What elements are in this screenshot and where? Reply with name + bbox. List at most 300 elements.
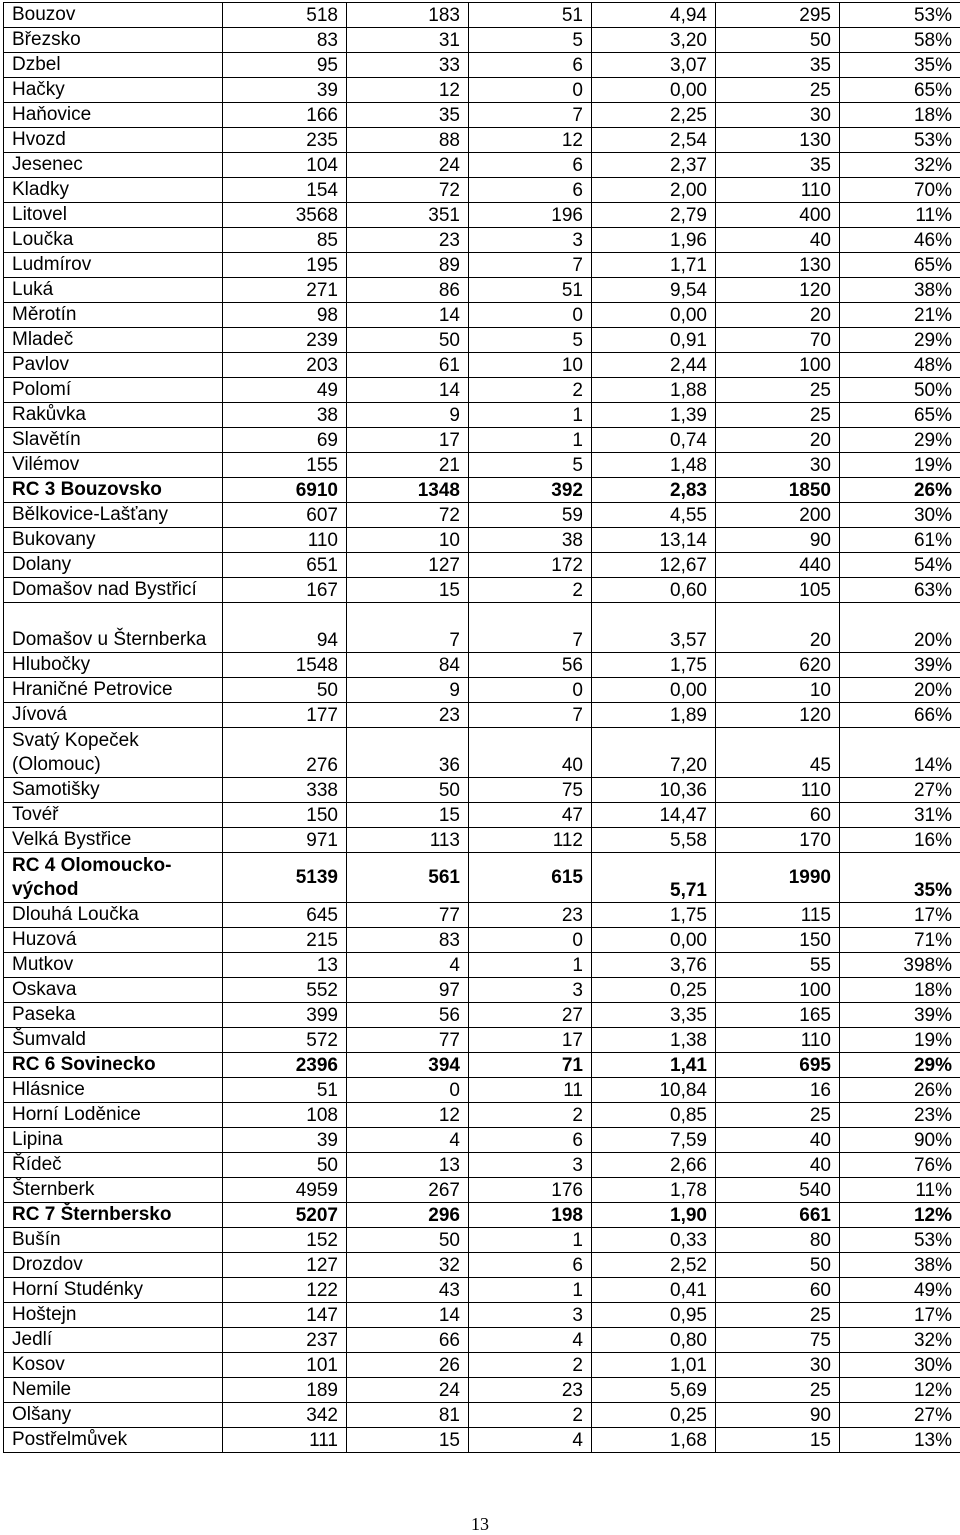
value-cell: 394: [347, 1053, 469, 1078]
value-cell: 166: [223, 103, 347, 128]
value-cell: 150: [716, 928, 840, 953]
value-cell: 58%: [840, 28, 960, 53]
value-cell: 39%: [840, 653, 960, 678]
value-cell: 1: [469, 1278, 592, 1303]
data-table: [3, 2, 960, 1453]
value-cell: 27: [469, 1003, 592, 1028]
table-row: [4, 528, 960, 553]
value-cell: 9: [347, 403, 469, 428]
value-cell: 7: [469, 703, 592, 728]
municipality-cell: Šumvald: [4, 1028, 223, 1053]
value-cell: 23: [469, 903, 592, 928]
table-row: [4, 403, 960, 428]
table-row: [4, 1428, 960, 1453]
value-cell: 237: [223, 1328, 347, 1353]
municipality-cell: Bušín: [4, 1228, 223, 1253]
municipality-cell: Hačky: [4, 78, 223, 103]
value-cell: 59: [469, 503, 592, 528]
value-cell: 17%: [840, 1303, 960, 1328]
value-cell: 81: [347, 1403, 469, 1428]
value-cell: 5207: [223, 1203, 347, 1228]
value-cell: 15: [347, 578, 469, 603]
value-cell: 30: [716, 453, 840, 478]
value-cell: 120: [716, 278, 840, 303]
value-cell: 12%: [840, 1378, 960, 1403]
municipality-cell: Nemile: [4, 1378, 223, 1403]
municipality-cell: Postřelmůvek: [4, 1428, 223, 1453]
value-cell: 10,36: [592, 778, 716, 803]
table-row: [4, 278, 960, 303]
table-row: [4, 78, 960, 103]
value-cell: 1348: [347, 478, 469, 503]
value-cell: 552: [223, 978, 347, 1003]
table-row: [4, 203, 960, 228]
municipality-cell: Velká Bystřice: [4, 828, 223, 853]
value-cell: 65%: [840, 78, 960, 103]
value-cell: 29%: [840, 428, 960, 453]
value-cell: 176: [469, 1178, 592, 1203]
value-cell: 15: [347, 1428, 469, 1453]
value-cell: 48%: [840, 353, 960, 378]
value-cell: 196: [469, 203, 592, 228]
table-row: [4, 1303, 960, 1328]
value-cell: 5: [469, 28, 592, 53]
value-cell: 18%: [840, 978, 960, 1003]
value-cell: 50: [716, 28, 840, 53]
value-cell: 19%: [840, 453, 960, 478]
value-cell: 50: [223, 678, 347, 703]
value-cell: 49%: [840, 1278, 960, 1303]
value-cell: 71%: [840, 928, 960, 953]
value-cell: 75: [469, 778, 592, 803]
value-cell: 2: [469, 1103, 592, 1128]
value-cell: 0: [347, 1078, 469, 1103]
value-cell: 25: [716, 403, 840, 428]
table-row: [4, 928, 960, 953]
value-cell: 276: [223, 728, 347, 778]
value-cell: 115: [716, 903, 840, 928]
value-cell: 20%: [840, 678, 960, 703]
value-cell: 2396: [223, 1053, 347, 1078]
value-cell: 351: [347, 203, 469, 228]
value-cell: 170: [716, 828, 840, 853]
value-cell: 152: [223, 1228, 347, 1253]
table-row: [4, 453, 960, 478]
municipality-cell: Mutkov: [4, 953, 223, 978]
municipality-cell: Horní Studénky: [4, 1278, 223, 1303]
value-cell: 69: [223, 428, 347, 453]
value-cell: 122: [223, 1278, 347, 1303]
value-cell: 7,20: [592, 728, 716, 778]
value-cell: 2: [469, 1403, 592, 1428]
municipality-cell: Drozdov: [4, 1253, 223, 1278]
value-cell: 76%: [840, 1153, 960, 1178]
municipality-cell: Tovéř: [4, 803, 223, 828]
value-cell: 90: [716, 1403, 840, 1428]
value-cell: 3,20: [592, 28, 716, 53]
municipality-cell: Slavětín: [4, 428, 223, 453]
municipality-cell: Hlásnice: [4, 1078, 223, 1103]
value-cell: 26%: [840, 1078, 960, 1103]
value-cell: 50: [347, 778, 469, 803]
value-cell: 607: [223, 503, 347, 528]
value-cell: 1,48: [592, 453, 716, 478]
value-cell: 1: [469, 428, 592, 453]
value-cell: 31: [347, 28, 469, 53]
municipality-cell: Pavlov: [4, 353, 223, 378]
table-row: [4, 153, 960, 178]
value-cell: 23: [347, 228, 469, 253]
municipality-cell: Šternberk: [4, 1178, 223, 1203]
value-cell: 9: [347, 678, 469, 703]
table-row: [4, 328, 960, 353]
value-cell: 5: [469, 328, 592, 353]
page-number: 13: [0, 1514, 960, 1535]
municipality-cell: Hlubočky: [4, 653, 223, 678]
value-cell: 3: [469, 228, 592, 253]
table-row: [4, 253, 960, 278]
value-cell: 40: [716, 228, 840, 253]
value-cell: 12: [347, 1103, 469, 1128]
value-cell: 2,83: [592, 478, 716, 503]
municipality-cell: Haňovice: [4, 103, 223, 128]
value-cell: 23: [469, 1378, 592, 1403]
value-cell: 5139: [223, 853, 347, 903]
value-cell: 0,74: [592, 428, 716, 453]
municipality-cell: Domašov nad Bystřicí: [4, 578, 223, 603]
table-row: [4, 903, 960, 928]
value-cell: 2: [469, 378, 592, 403]
value-cell: 27%: [840, 778, 960, 803]
value-cell: 51: [223, 1078, 347, 1103]
value-cell: 267: [347, 1178, 469, 1203]
value-cell: 112: [469, 828, 592, 853]
value-cell: 14%: [840, 728, 960, 778]
value-cell: 7: [469, 603, 592, 653]
value-cell: 540: [716, 1178, 840, 1203]
value-cell: 38: [469, 528, 592, 553]
municipality-cell: Hvozd: [4, 128, 223, 153]
municipality-cell: Samotišky: [4, 778, 223, 803]
value-cell: 20: [716, 428, 840, 453]
value-cell: 32: [347, 1253, 469, 1278]
value-cell: 39%: [840, 1003, 960, 1028]
table-row: [4, 378, 960, 403]
value-cell: 3: [469, 978, 592, 1003]
value-cell: 53%: [840, 1228, 960, 1253]
table-row: [4, 1178, 960, 1203]
municipality-cell: Jedlí: [4, 1328, 223, 1353]
value-cell: 54%: [840, 553, 960, 578]
value-cell: 0,95: [592, 1303, 716, 1328]
municipality-cell: Lipina: [4, 1128, 223, 1153]
municipality-cell: Kosov: [4, 1353, 223, 1378]
value-cell: 13: [223, 953, 347, 978]
value-cell: 40: [716, 1153, 840, 1178]
value-cell: 21: [347, 453, 469, 478]
value-cell: 90%: [840, 1128, 960, 1153]
value-cell: 88: [347, 128, 469, 153]
municipality-cell: Bělkovice-Lašťany: [4, 503, 223, 528]
value-cell: 5,58: [592, 828, 716, 853]
value-cell: 645: [223, 903, 347, 928]
value-cell: 25: [716, 1103, 840, 1128]
value-cell: 2,54: [592, 128, 716, 153]
value-cell: 518: [223, 3, 347, 28]
value-cell: 101: [223, 1353, 347, 1378]
value-cell: 4: [469, 1428, 592, 1453]
municipality-cell: Luká: [4, 278, 223, 303]
value-cell: 15: [347, 803, 469, 828]
municipality-cell: Dlouhá Loučka: [4, 903, 223, 928]
value-cell: 32%: [840, 1328, 960, 1353]
table-row: [4, 1028, 960, 1053]
value-cell: 6: [469, 178, 592, 203]
table-row: [4, 1328, 960, 1353]
value-cell: 11%: [840, 1178, 960, 1203]
value-cell: 110: [716, 778, 840, 803]
table-row: [4, 3, 960, 28]
value-cell: 7: [347, 603, 469, 653]
value-cell: 25: [716, 1303, 840, 1328]
value-cell: 60: [716, 803, 840, 828]
value-cell: 2,79: [592, 203, 716, 228]
value-cell: 0,33: [592, 1228, 716, 1253]
table-row: [4, 1353, 960, 1378]
value-cell: 7: [469, 253, 592, 278]
value-cell: 56: [469, 653, 592, 678]
table-body: [4, 3, 960, 1453]
table-row: [4, 803, 960, 828]
municipality-cell: Rakůvka: [4, 403, 223, 428]
value-cell: 95: [223, 53, 347, 78]
table-row: [4, 28, 960, 53]
value-cell: 60: [716, 1278, 840, 1303]
table-row: [4, 1103, 960, 1128]
value-cell: 20: [716, 303, 840, 328]
value-cell: 6: [469, 1253, 592, 1278]
value-cell: 35%: [840, 853, 960, 903]
value-cell: 2,66: [592, 1153, 716, 1178]
value-cell: 17: [469, 1028, 592, 1053]
value-cell: 1,96: [592, 228, 716, 253]
value-cell: 4: [347, 953, 469, 978]
value-cell: 53%: [840, 128, 960, 153]
value-cell: 77: [347, 903, 469, 928]
value-cell: 35%: [840, 53, 960, 78]
value-cell: 1,78: [592, 1178, 716, 1203]
value-cell: 400: [716, 203, 840, 228]
value-cell: 203: [223, 353, 347, 378]
value-cell: 3,07: [592, 53, 716, 78]
value-cell: 11: [469, 1078, 592, 1103]
value-cell: 23%: [840, 1103, 960, 1128]
value-cell: 7: [469, 103, 592, 128]
value-cell: 120: [716, 703, 840, 728]
value-cell: 0,00: [592, 303, 716, 328]
value-cell: 13: [347, 1153, 469, 1178]
value-cell: 651: [223, 553, 347, 578]
value-cell: 561: [347, 853, 469, 903]
value-cell: 127: [223, 1253, 347, 1278]
table-row: [4, 678, 960, 703]
table-row: [4, 1253, 960, 1278]
value-cell: 50: [347, 1228, 469, 1253]
value-cell: 30: [716, 103, 840, 128]
municipality-cell: Bouzov: [4, 3, 223, 28]
value-cell: 130: [716, 128, 840, 153]
municipality-cell: Měrotín: [4, 303, 223, 328]
municipality-cell: Svatý Kopeček (Olomouc): [4, 728, 223, 778]
value-cell: 1,75: [592, 903, 716, 928]
value-cell: 0: [469, 78, 592, 103]
value-cell: 33: [347, 53, 469, 78]
value-cell: 97: [347, 978, 469, 1003]
value-cell: 1: [469, 953, 592, 978]
value-cell: 296: [347, 1203, 469, 1228]
value-cell: 0,25: [592, 978, 716, 1003]
table-row: [4, 1378, 960, 1403]
municipality-cell: Jesenec: [4, 153, 223, 178]
value-cell: 14: [347, 303, 469, 328]
value-cell: 63%: [840, 578, 960, 603]
municipality-cell: Domašov u Šternberka: [4, 603, 223, 653]
value-cell: 30%: [840, 503, 960, 528]
value-cell: 2: [469, 1353, 592, 1378]
table-row: [4, 178, 960, 203]
table-row-summary: [4, 478, 960, 503]
value-cell: 1,38: [592, 1028, 716, 1053]
table-row: [4, 703, 960, 728]
value-cell: 3,57: [592, 603, 716, 653]
value-cell: 66: [347, 1328, 469, 1353]
value-cell: 77: [347, 1028, 469, 1053]
municipality-cell: Paseka: [4, 1003, 223, 1028]
value-cell: 4959: [223, 1178, 347, 1203]
value-cell: 39: [223, 1128, 347, 1153]
value-cell: 10: [347, 528, 469, 553]
value-cell: 38: [223, 403, 347, 428]
value-cell: 10: [716, 678, 840, 703]
municipality-cell: Litovel: [4, 203, 223, 228]
value-cell: 25: [716, 78, 840, 103]
value-cell: 47: [469, 803, 592, 828]
value-cell: 183: [347, 3, 469, 28]
value-cell: 971: [223, 828, 347, 853]
value-cell: 0,00: [592, 928, 716, 953]
value-cell: 49: [223, 378, 347, 403]
value-cell: 1: [469, 403, 592, 428]
value-cell: 53%: [840, 3, 960, 28]
value-cell: 1,89: [592, 703, 716, 728]
value-cell: 50: [347, 328, 469, 353]
value-cell: 177: [223, 703, 347, 728]
table-row: [4, 1078, 960, 1103]
value-cell: 1: [469, 1228, 592, 1253]
table-row: [4, 1128, 960, 1153]
value-cell: 154: [223, 178, 347, 203]
value-cell: 26: [347, 1353, 469, 1378]
value-cell: 38%: [840, 278, 960, 303]
value-cell: 72: [347, 503, 469, 528]
value-cell: 0,00: [592, 78, 716, 103]
value-cell: 130: [716, 253, 840, 278]
table-row: [4, 978, 960, 1003]
value-cell: 2,52: [592, 1253, 716, 1278]
value-cell: 0: [469, 303, 592, 328]
value-cell: 113: [347, 828, 469, 853]
value-cell: 695: [716, 1053, 840, 1078]
value-cell: 16: [716, 1078, 840, 1103]
municipality-cell: Březsko: [4, 28, 223, 53]
value-cell: 5,69: [592, 1378, 716, 1403]
table-row: [4, 1278, 960, 1303]
municipality-cell: Řídeč: [4, 1153, 223, 1178]
table-row: [4, 603, 960, 653]
value-cell: 5: [469, 453, 592, 478]
table-row: [4, 353, 960, 378]
value-cell: 18%: [840, 103, 960, 128]
municipality-cell: Loučka: [4, 228, 223, 253]
value-cell: 32%: [840, 153, 960, 178]
value-cell: 5,71: [592, 853, 716, 903]
value-cell: 189: [223, 1378, 347, 1403]
municipality-cell: Horní Loděnice: [4, 1103, 223, 1128]
municipality-cell: Mladeč: [4, 328, 223, 353]
value-cell: 398%: [840, 953, 960, 978]
value-cell: 16%: [840, 828, 960, 853]
value-cell: 104: [223, 153, 347, 178]
value-cell: 3,76: [592, 953, 716, 978]
value-cell: 235: [223, 128, 347, 153]
value-cell: 440: [716, 553, 840, 578]
value-cell: 30%: [840, 1353, 960, 1378]
value-cell: 1548: [223, 653, 347, 678]
value-cell: 110: [716, 1028, 840, 1053]
value-cell: 50: [716, 1253, 840, 1278]
municipality-cell: Ludmírov: [4, 253, 223, 278]
value-cell: 70: [716, 328, 840, 353]
value-cell: 200: [716, 503, 840, 528]
value-cell: 70%: [840, 178, 960, 203]
value-cell: 90: [716, 528, 840, 553]
value-cell: 36: [347, 728, 469, 778]
value-cell: 198: [469, 1203, 592, 1228]
value-cell: 110: [716, 178, 840, 203]
table-row: [4, 828, 960, 853]
value-cell: 7,59: [592, 1128, 716, 1153]
value-cell: 86: [347, 278, 469, 303]
value-cell: 0,80: [592, 1328, 716, 1353]
value-cell: 4,55: [592, 503, 716, 528]
table-row-summary: [4, 1053, 960, 1078]
value-cell: 2,25: [592, 103, 716, 128]
value-cell: 1850: [716, 478, 840, 503]
table-row: [4, 553, 960, 578]
value-cell: 56: [347, 1003, 469, 1028]
value-cell: 84: [347, 653, 469, 678]
value-cell: 195: [223, 253, 347, 278]
table-row-summary: [4, 853, 960, 903]
value-cell: 50: [223, 1153, 347, 1178]
value-cell: 10: [469, 353, 592, 378]
municipality-cell: Vilémov: [4, 453, 223, 478]
value-cell: 620: [716, 653, 840, 678]
value-cell: 271: [223, 278, 347, 303]
value-cell: 75: [716, 1328, 840, 1353]
value-cell: 12,67: [592, 553, 716, 578]
value-cell: 147: [223, 1303, 347, 1328]
